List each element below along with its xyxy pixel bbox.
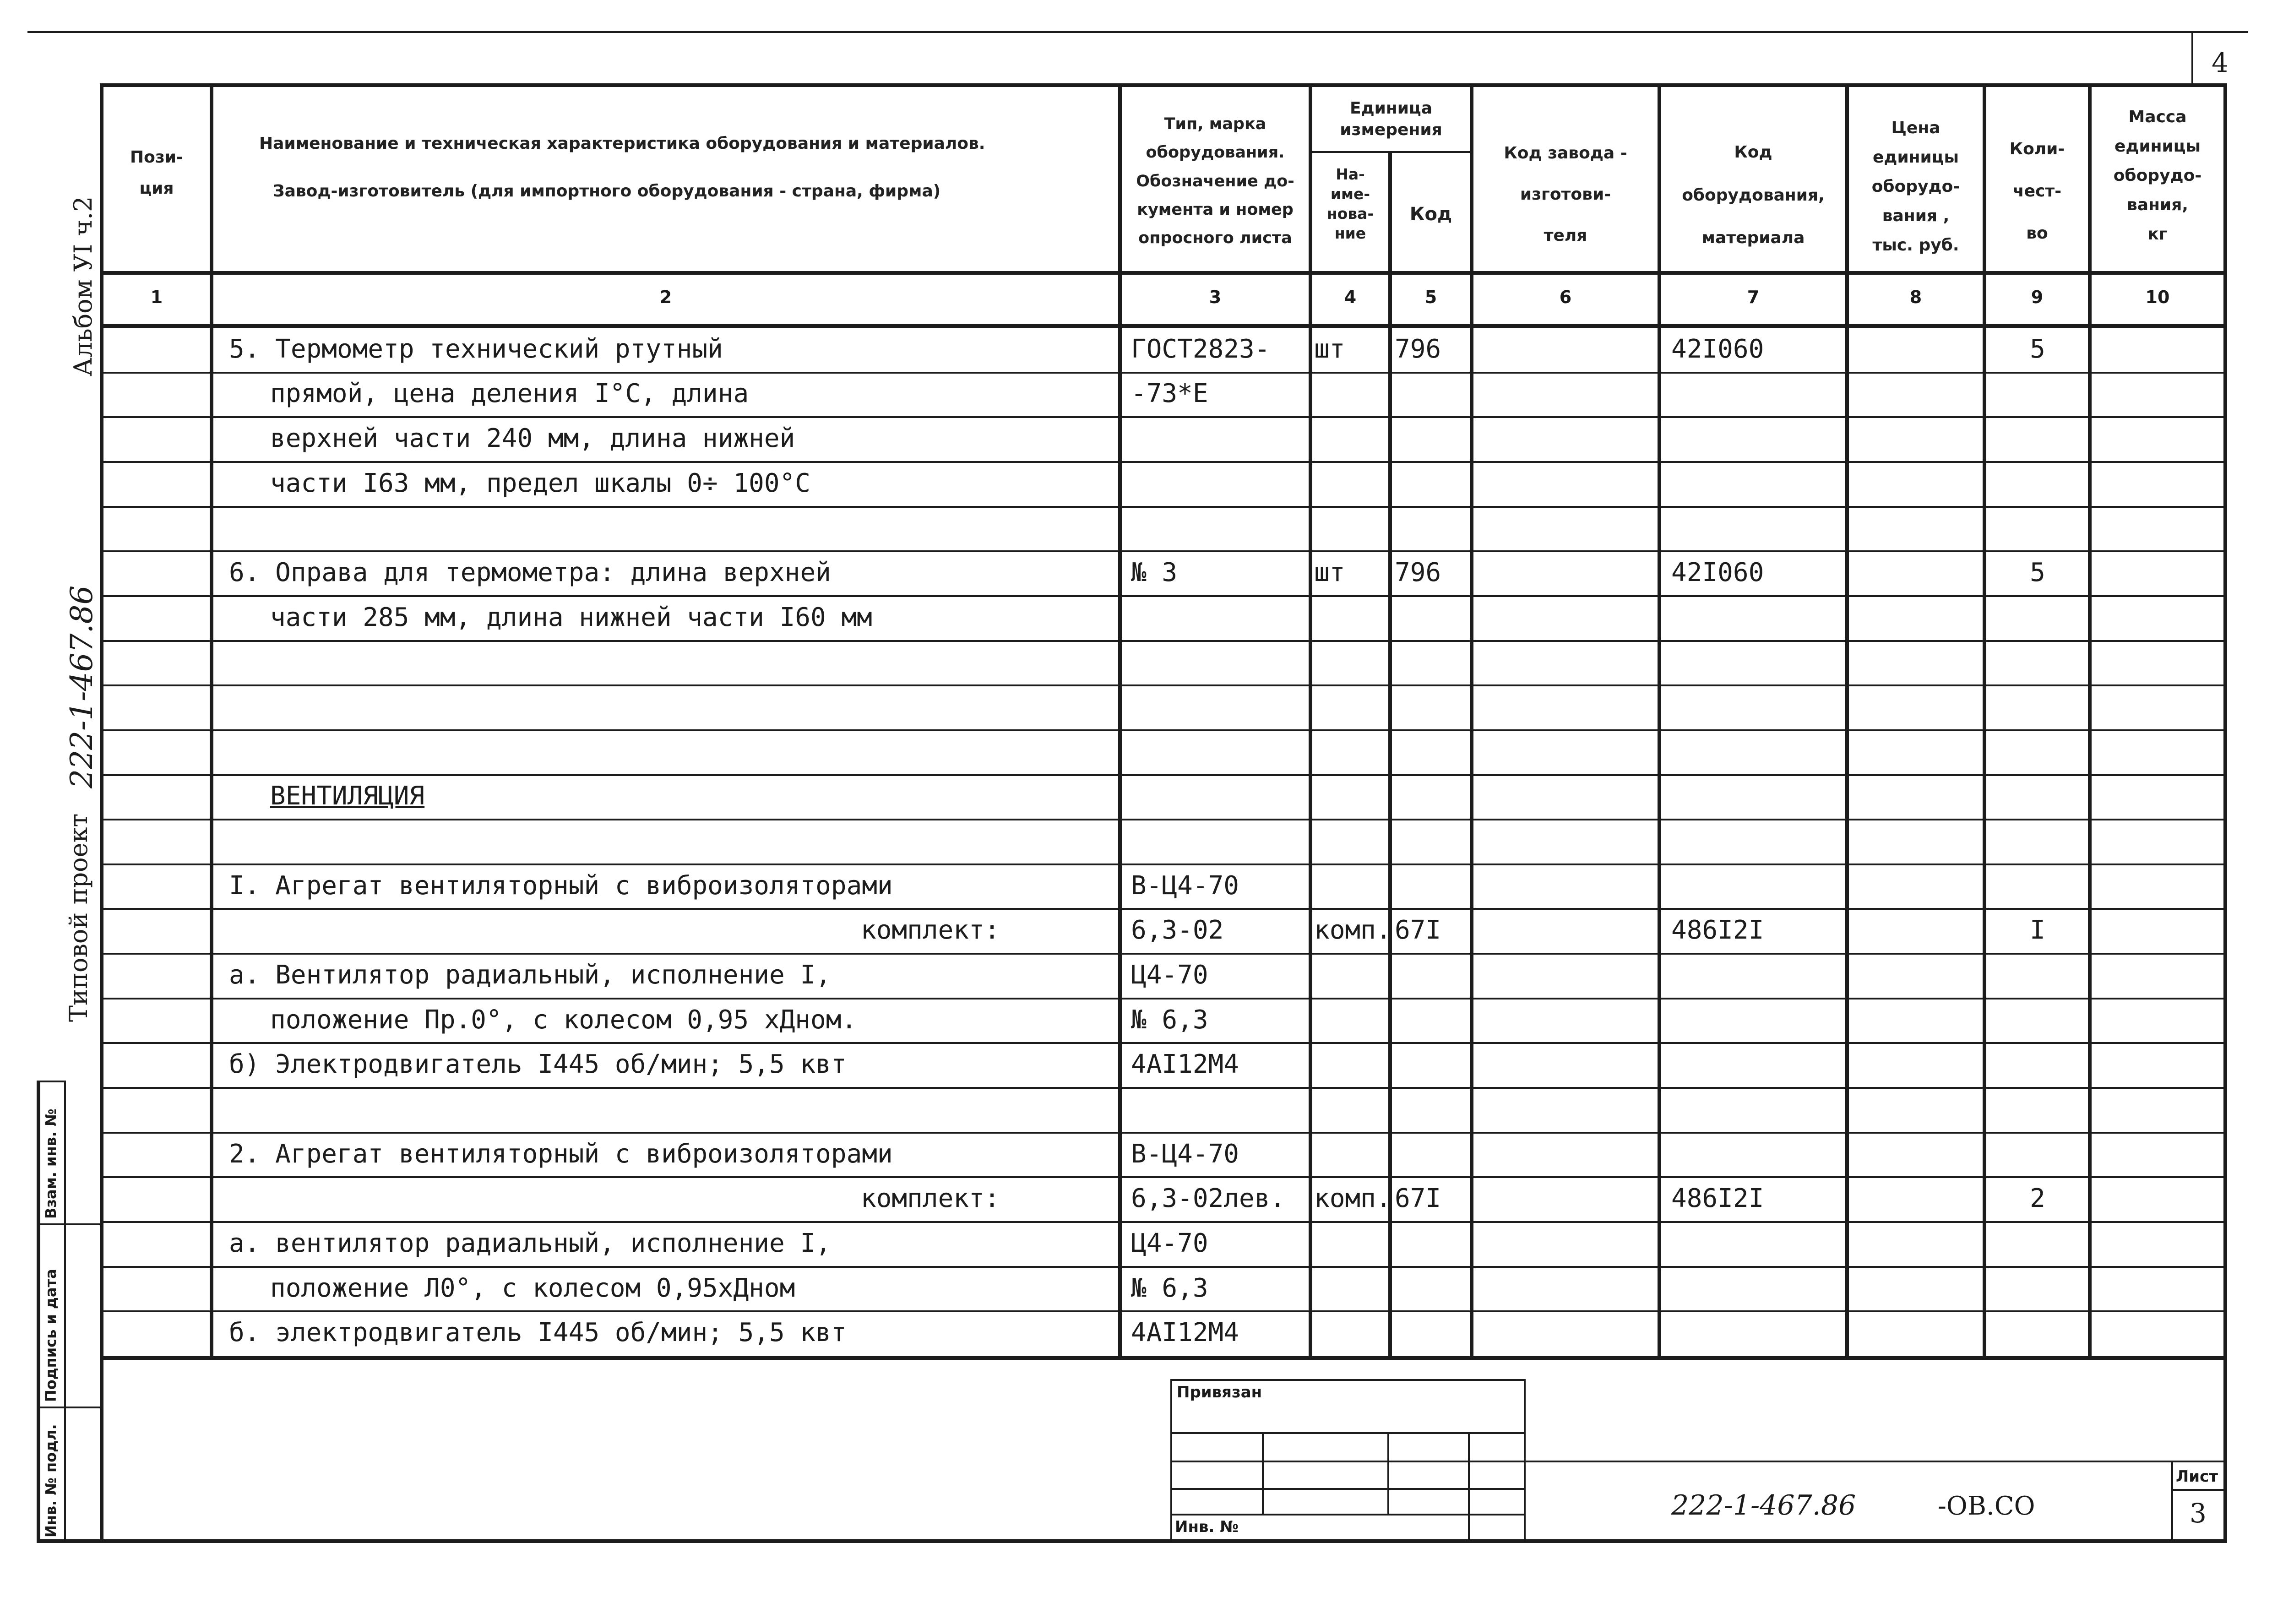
header-col-3-line: кумента и номер [1137,200,1294,219]
cell-type: 6,3-02лев. [1131,1184,1286,1213]
header-col-1-line: Пози- [130,148,183,167]
cell-name: а. Вентилятор радиальный, исполнение I, [229,960,831,990]
sheet-label: Лист [2176,1467,2218,1486]
cell-name: 2. Агрегат вентиляторный с виброизоляторами [229,1139,893,1169]
header-col-4-line: На- [1336,165,1365,183]
stamp-podpis: Подпись и дата [42,1269,60,1402]
row-line [103,550,2223,552]
cell-name: 6. Оправа для термометра: длина верхней [229,558,831,587]
header-col-1 [103,142,210,205]
cell-code: 796 [1395,558,1441,587]
cell-qty: I [2030,915,2045,945]
header-col-8-line: единицы [1872,148,1959,167]
header-col-45 [1312,98,1470,141]
header-col-10 [2092,103,2223,249]
header-col-3-line: Тип, марка [1164,115,1266,133]
cell-name: комплект: [861,915,1000,945]
header-col-3 [1122,110,1309,252]
row-line [103,1221,2223,1223]
cell-qty: 5 [2030,334,2045,364]
stamp-div-2 [37,1407,64,1408]
doc-code: 222-1-467.86 [1671,1489,1856,1521]
corner-rule [2191,31,2193,86]
cell-name: комплект: [861,1184,1000,1213]
cell-name: 5. Термометр технический ртутный [229,334,723,364]
doc-suffix: -ОВ.СО [1938,1491,2035,1521]
cell-qty: 2 [2030,1184,2045,1213]
cell-type: 4АI12М4 [1131,1318,1239,1347]
header-col-6-line: изготови- [1520,185,1611,204]
col-number: 7 [1747,287,1760,307]
cell-unit: комп. [1314,1184,1391,1213]
row-line [103,1042,2223,1044]
header-col-3-line: опросного листа [1138,229,1292,248]
row-line [103,1310,2223,1312]
header-col-10-line: Масса [2128,108,2187,126]
header-col-3-line: оборудования. [1146,143,1285,162]
col-number: 8 [1909,287,1922,307]
frame-top [100,83,2227,87]
header-col-6-line: теля [1544,226,1587,245]
col-number: 4 [1344,287,1357,307]
table-bottom [100,1356,2227,1360]
header-col-7 [1661,131,1845,260]
cell-type: 4АI12М4 [1131,1049,1239,1079]
header-col-10-line: кг [2147,225,2168,244]
cell-name: а. вентилятор радиальный, исполнение I, [229,1228,831,1258]
row-line [103,908,2223,910]
row-line [103,774,2223,776]
tb-main-line [1524,1461,2223,1462]
tb-col-3 [1468,1432,1470,1539]
row-line [103,1132,2223,1134]
header-col-45-line: Единица [1350,99,1432,118]
cell-name: верхней части 240 мм, длина нижней [270,424,795,453]
stamp-div-2b [64,1407,100,1408]
header-col-2a: Наименование и техническая характеристика оборудования и материалов. [259,134,985,153]
cell-type: Ц4-70 [1131,1228,1208,1258]
cell-unit: шт [1314,558,1345,587]
frame-right [2223,83,2227,1542]
cell-type: Ц4-70 [1131,960,1208,990]
cell-type: № 6,3 [1131,1005,1208,1035]
col-line-5 [1470,83,1473,1359]
header-col-7-line: оборудования, [1682,185,1825,205]
cell-type: -73*Е [1131,379,1208,408]
unit-header-split [1309,151,1472,153]
row-line [103,1266,2223,1268]
cell-code: 67I [1395,1184,1441,1213]
frame-left [100,83,103,1542]
privyazan-label: Привязан [1177,1383,1262,1401]
header-col-4-line: име- [1330,185,1370,203]
header-col-9 [1986,128,2088,254]
row-line [103,953,2223,955]
header-col-10-line: вания, [2127,196,2188,215]
inv-no-label: Инв. № [1175,1518,1239,1536]
col-line-8 [1983,83,1986,1359]
row-line [103,372,2223,374]
stamp-vzam: Взам. инв. № [42,1108,60,1219]
row-line [103,998,2223,999]
cell-equip: 486I2I [1671,915,1764,945]
cell-unit: шт [1314,334,1345,364]
stamp-top [37,1081,64,1082]
tb-row-3 [1170,1488,1526,1490]
stamp-inv: Инв. № подл. [42,1424,60,1537]
header-col-3-line: Обозначение до- [1136,172,1294,190]
cell-qty: 5 [2030,558,2045,587]
cell-name: б) Электродвигатель I445 об/мин; 5,5 квт [229,1049,847,1079]
side-project-code: 222-1-467.86 [64,585,99,788]
header-col-4-line: нова- [1326,204,1374,223]
tb-col-1 [1262,1432,1264,1514]
tb-top [1170,1379,1526,1381]
col-number: 1 [150,287,163,307]
row-line [103,640,2223,642]
cell-name: положение Пр.0°, с колесом 0,95 хДном. [270,1005,857,1035]
header-col-8-line: тыс. руб. [1872,236,1959,255]
side-series: Типовой проект [64,813,93,1022]
col-line-2 [1118,83,1122,1359]
col-number: 10 [2145,287,2170,307]
row-line [103,819,2223,820]
row-line [103,864,2223,865]
header-col-9-line: во [2026,223,2048,243]
sheet-box-left [2171,1461,2173,1539]
cell-type: № 6,3 [1131,1273,1208,1303]
header-col-9-line: Коли- [2009,140,2065,158]
cell-type: 6,3-02 [1131,915,1224,945]
col-line-9 [2088,83,2092,1359]
row-line [103,1087,2223,1089]
stamp-div-1 [37,1223,64,1225]
col-number: 2 [659,287,672,307]
cell-code: 67I [1395,915,1441,945]
col-line-7 [1845,83,1849,1359]
sheet-box-mid [2171,1489,2225,1491]
tb-row-1 [1170,1432,1526,1434]
header-col-6-line: Код завода - [1504,144,1627,163]
header-col-8 [1849,114,1983,260]
cell-type: В-Ц4-70 [1131,871,1239,901]
cell-name: ВЕНТИЛЯЦИЯ [270,781,425,811]
header-col-7-line: Код [1734,143,1772,162]
header-col-1-line: ция [139,179,174,198]
row-line [103,729,2223,731]
sheet-number: 3 [2190,1498,2207,1529]
col-line-1 [210,83,213,1359]
row-line [103,1176,2223,1178]
stamp-div-1b [64,1223,100,1225]
header-col-7-line: материала [1701,228,1805,248]
col-number: 3 [1209,287,1222,307]
cell-type: ГОСТ2823- [1131,334,1270,364]
cell-name: I. Агрегат вентиляторный с виброизоляторами [229,871,893,901]
col-number: 6 [1559,287,1572,307]
header-col-8-line: оборудо- [1871,177,1960,196]
header-col-2b: Завод-изготовитель (для импортного оборудования - страна, фирма) [273,182,941,201]
header-col-9-line: чест- [2012,181,2062,201]
cell-name: части 285 мм, длина нижней части I60 мм [270,603,872,632]
stamp-left [37,1081,40,1542]
col-number: 9 [2031,287,2044,307]
frame-bottom [37,1539,2227,1543]
header-col-5: Код [1409,204,1452,225]
cell-type: В-Ц4-70 [1131,1139,1239,1169]
header-col-45-line: измерения [1340,120,1442,139]
col-line-3 [1309,83,1312,1359]
header-col-8-line: вания , [1882,206,1950,226]
cell-code: 796 [1395,334,1441,364]
cell-type: № 3 [1131,558,1178,587]
row-line [103,684,2223,686]
row-line [103,416,2223,418]
cell-unit: комп. [1314,915,1391,945]
cell-name: части I63 мм, предел шкалы 0÷ 100°С [270,468,811,498]
header-col-4-line: ние [1334,224,1366,242]
header-num-top [100,271,2227,275]
cell-name: прямой, цена деления I°С, длина [270,379,749,408]
header-col-10-line: единицы [2114,137,2201,156]
header-bottom [100,324,2227,328]
tb-row-4 [1170,1514,1526,1515]
album-label: Альбом УI ч.2 [69,196,98,376]
cell-name: б. электродвигатель I445 об/мин; 5,5 квт [229,1318,847,1347]
header-col-4 [1312,165,1388,244]
tb-col-2 [1387,1432,1389,1514]
row-line [103,595,2223,597]
cell-equip: 42I060 [1671,558,1764,587]
cell-name: положение Л0°, с колесом 0,95хДном [270,1273,795,1303]
header-col-8-line: Цена [1891,119,1940,137]
tb-row-2 [1170,1461,1526,1462]
cell-equip: 486I2I [1671,1184,1764,1213]
header-col-6 [1473,133,1658,256]
top-rule [27,31,2248,33]
row-line [103,506,2223,508]
col-number: 5 [1424,287,1437,307]
row-line [103,461,2223,463]
corner-sheet-number: 4 [2212,47,2229,78]
col-line-6 [1658,83,1661,1359]
cell-equip: 42I060 [1671,334,1764,364]
header-col-10-line: оборудо- [2113,166,2202,185]
stamp-mid [64,1081,66,1542]
